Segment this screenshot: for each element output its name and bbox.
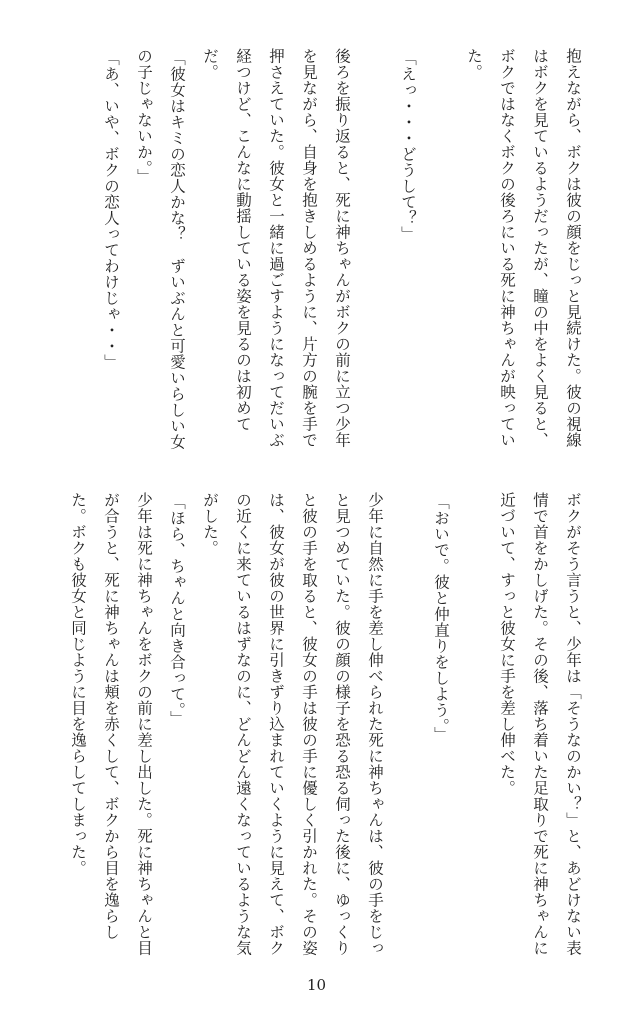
text-line: が合うと、死に神ちゃんは頬を赤くして、ボクから目を逸らし: [102, 492, 120, 940]
dialogue-line: 「彼女はキミの恋人かな？ ずいぶんと可愛いらしい女: [168, 50, 186, 450]
text-line: だ。: [201, 48, 219, 80]
text-line: 押さえていた。彼女と一緒に過ごすようになってだいぶ: [267, 48, 285, 448]
text-line: た。ボクも彼女と同じように目を逸らしてしまった。: [69, 492, 87, 876]
text-line: 情で首をかしげた。その後、落ち着いた足取りで死に神ちゃんに: [531, 492, 549, 956]
text-line: と彼の手を取ると、彼女の手は彼の手に優しく引かれた。その姿: [300, 492, 318, 956]
blank-line: [457, 492, 490, 942]
lower-text-block: [61, 492, 589, 956]
text-line: た。: [465, 48, 483, 80]
text-line: 近づいて、すっと彼女に手を差し伸べた。: [498, 492, 516, 796]
blank-line: [358, 48, 391, 458]
text-line: と見つめていた。彼の顔の様子を恐る恐る伺った後に、ゆっくり: [333, 492, 351, 956]
text-line: 経つけど、こんなに動揺している姿を見るのは初めて: [234, 48, 252, 432]
text-line: ボクがそう言うと、少年は「そうなのかい？」と、あどけない表: [564, 492, 582, 956]
page-number: 10: [306, 976, 327, 994]
text-line: はボクを見ているようだったが、瞳の中をよく見ると、: [531, 48, 549, 448]
dialogue-line: 「えっ・・・どうして？」: [399, 50, 417, 242]
upper-text-block: [94, 48, 589, 458]
dialogue-line: 「あ、いや、ボクの恋人ってわけじゃ・・」: [102, 50, 120, 370]
text-line: 少年に自然に手を差し伸べられた死に神ちゃんは、彼の手をじっ: [366, 492, 384, 956]
text-line: は、彼女が彼の世界に引きずり込まれていくように見えて、ボク: [267, 492, 285, 956]
text-line: を見ながら、自身を抱きしめるように、片方の腕を手で: [300, 48, 318, 448]
text-line: 後ろを振り返ると、死に神ちゃんがボクの前に立つ少年: [333, 48, 351, 448]
dialogue-line: 「ほら、ちゃんと向き合って。」: [168, 494, 186, 727]
text-line: 少年は死に神ちゃんをボクの前に差し出した。死に神ちゃんと目: [135, 492, 153, 956]
text-line: 抱えながら、ボクは彼の顔をじっと見続けた。彼の視線: [564, 48, 582, 448]
text-line: の子じゃないか。」: [135, 48, 153, 185]
text-line: ボクではなくボクの後ろにいる死に神ちゃんが映ってい: [498, 48, 516, 448]
dialogue-line: 「おいで。彼と仲直りをしよう。」: [432, 494, 450, 743]
blank-line: [391, 492, 424, 942]
blank-line: [424, 48, 457, 458]
text-line: がした。: [201, 492, 219, 556]
text-line: の近くに来ているはずなのに、どんどん遠くなっているような気: [234, 492, 252, 956]
